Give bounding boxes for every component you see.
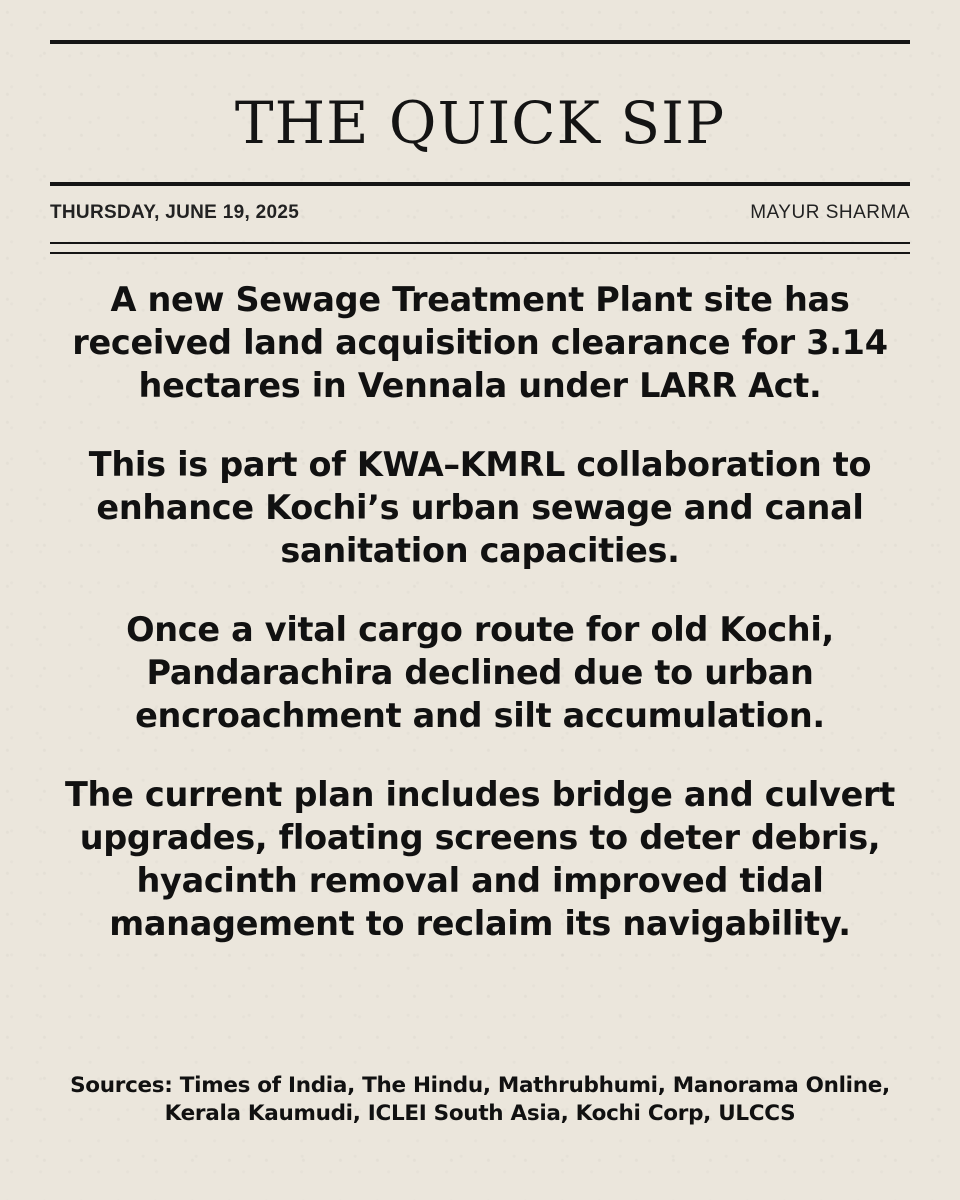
top-rule [50, 40, 910, 44]
dateline-rule-lower [50, 252, 910, 254]
masthead-bottom-rule [50, 182, 910, 186]
sources-credit: Sources: Times of India, The Hindu, Mathrubhumi, Manorama Online, Kerala Kaumudi, ICLEI South Asia, Kochi Corp, ULCCS [70, 1073, 890, 1126]
article-paragraph-2: This is part of KWA–KMRL collaboration to enhance Kochi’s urban sewage and canal sanitation capacities. [88, 445, 872, 570]
article-paragraph-4: The current plan includes bridge and culvert upgrades, floating screens to deter debris, hyacinth removal and improved tidal management to reclaim its navigability. [65, 775, 895, 943]
author-name: MAYUR SHARMA [750, 202, 910, 223]
article-body [50, 278, 910, 981]
article-paragraph-3: Once a vital cargo route for old Kochi, Pandarachira declined due to urban encroachment and silt accumulation. [126, 610, 834, 735]
masthead-title: THE QUICK SIP [234, 89, 726, 157]
issue-date: THURSDAY, JUNE 19, 2025 [50, 202, 300, 223]
article-paragraph-1: A new Sewage Treatment Plant site has received land acquisition clearance for 3.14 hectares in Vennala under LARR Act. [72, 280, 888, 405]
dateline-rule-upper [50, 242, 910, 244]
